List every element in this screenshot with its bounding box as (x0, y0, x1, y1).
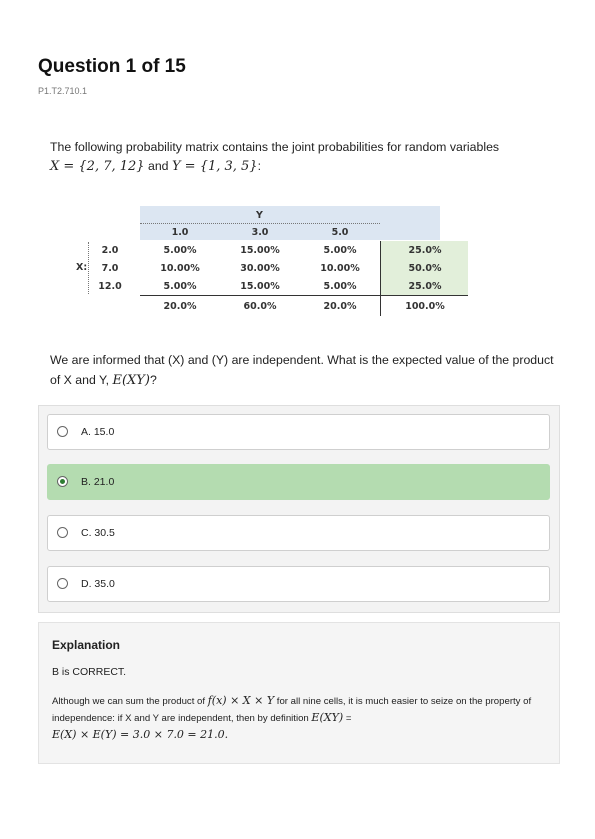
answer-options (38, 405, 560, 613)
explanation-math: f(x) × X × Y (207, 694, 275, 707)
joint-probability-cell: 30.00% (240, 263, 280, 274)
y-value: 3.0 (251, 227, 269, 238)
radio-icon[interactable] (57, 578, 68, 589)
column-marginal: 60.0% (243, 301, 277, 312)
option-a[interactable] (47, 414, 550, 450)
prompt-text: We are informed that (X) and (Y) are independent. What is the expected value of the product of X and Y, (50, 353, 554, 387)
explanation-math: E(XY) (311, 711, 344, 724)
matrix-right-border (380, 241, 381, 316)
y-value: 5.0 (331, 227, 349, 238)
stem-end: : (257, 159, 261, 173)
joint-probability-cell: 5.00% (323, 245, 357, 256)
stem-text: The following probability matrix contains the joint probabilities for random variables (50, 140, 500, 154)
x-value: 12.0 (98, 281, 122, 292)
probability-matrix (60, 206, 480, 318)
x-value: 7.0 (101, 263, 119, 274)
stem-x-set: X = {2, 7, 12} (50, 159, 145, 174)
row-marginal: 50.0% (408, 263, 442, 274)
joint-probability-cell: 5.00% (163, 281, 197, 292)
correct-answer-note: B is CORRECT. (52, 666, 127, 678)
option-c[interactable] (47, 515, 550, 551)
column-marginal: 20.0% (163, 301, 197, 312)
joint-probability-cell: 5.00% (323, 281, 357, 292)
option-label: C. 30.5 (81, 527, 115, 539)
joint-probability-cell: 5.00% (163, 245, 197, 256)
question-id: P1.T2.710.1 (38, 86, 88, 96)
prompt-math: E(XY) (112, 373, 150, 388)
y-value: 1.0 (171, 227, 189, 238)
option-d[interactable] (47, 566, 550, 602)
column-marginal: 20.0% (323, 301, 357, 312)
y-axis-label: Y (256, 210, 263, 221)
radio-icon[interactable] (57, 527, 68, 538)
prompt-end: ? (149, 373, 157, 387)
radio-selected-icon[interactable] (57, 476, 68, 487)
joint-probability-cell: 15.00% (240, 245, 280, 256)
y-header-divider (140, 223, 380, 224)
stem-and: and (148, 159, 169, 173)
joint-probability-cell: 10.00% (320, 263, 360, 274)
option-b[interactable] (47, 464, 550, 500)
explanation-panel (38, 622, 560, 764)
explanation-math: E(X) × E(Y) = 3.0 × 7.0 = 21.0. (52, 728, 229, 741)
row-marginal: 25.0% (408, 245, 442, 256)
question-title: Question 1 of 15 (38, 56, 186, 77)
option-label: D. 35.0 (81, 578, 115, 590)
option-label: B. 21.0 (81, 476, 115, 488)
x-value: 2.0 (101, 245, 119, 256)
explanation-heading: Explanation (52, 638, 121, 652)
total-probability: 100.0% (405, 301, 445, 312)
option-label: A. 15.0 (81, 426, 115, 438)
question-stem (50, 138, 560, 176)
question-prompt (50, 350, 560, 391)
explanation-text: Although we can sum the product of f(x) × X × Y for all nine cells, it is much easier to seize on the property of independence: if X and Y are independent, then by definition E(XY) = E(X) × E(Y) = 3.0 × 7.0 = 21.0. (52, 694, 532, 741)
matrix-bottom-border (140, 295, 468, 296)
joint-probability-cell: 10.00% (160, 263, 200, 274)
radio-icon[interactable] (57, 426, 68, 437)
stem-y-set: Y = {1, 3, 5} (171, 159, 258, 174)
joint-probability-cell: 15.00% (240, 281, 280, 292)
row-marginal: 25.0% (408, 281, 442, 292)
x-axis-label: X: (76, 262, 88, 273)
